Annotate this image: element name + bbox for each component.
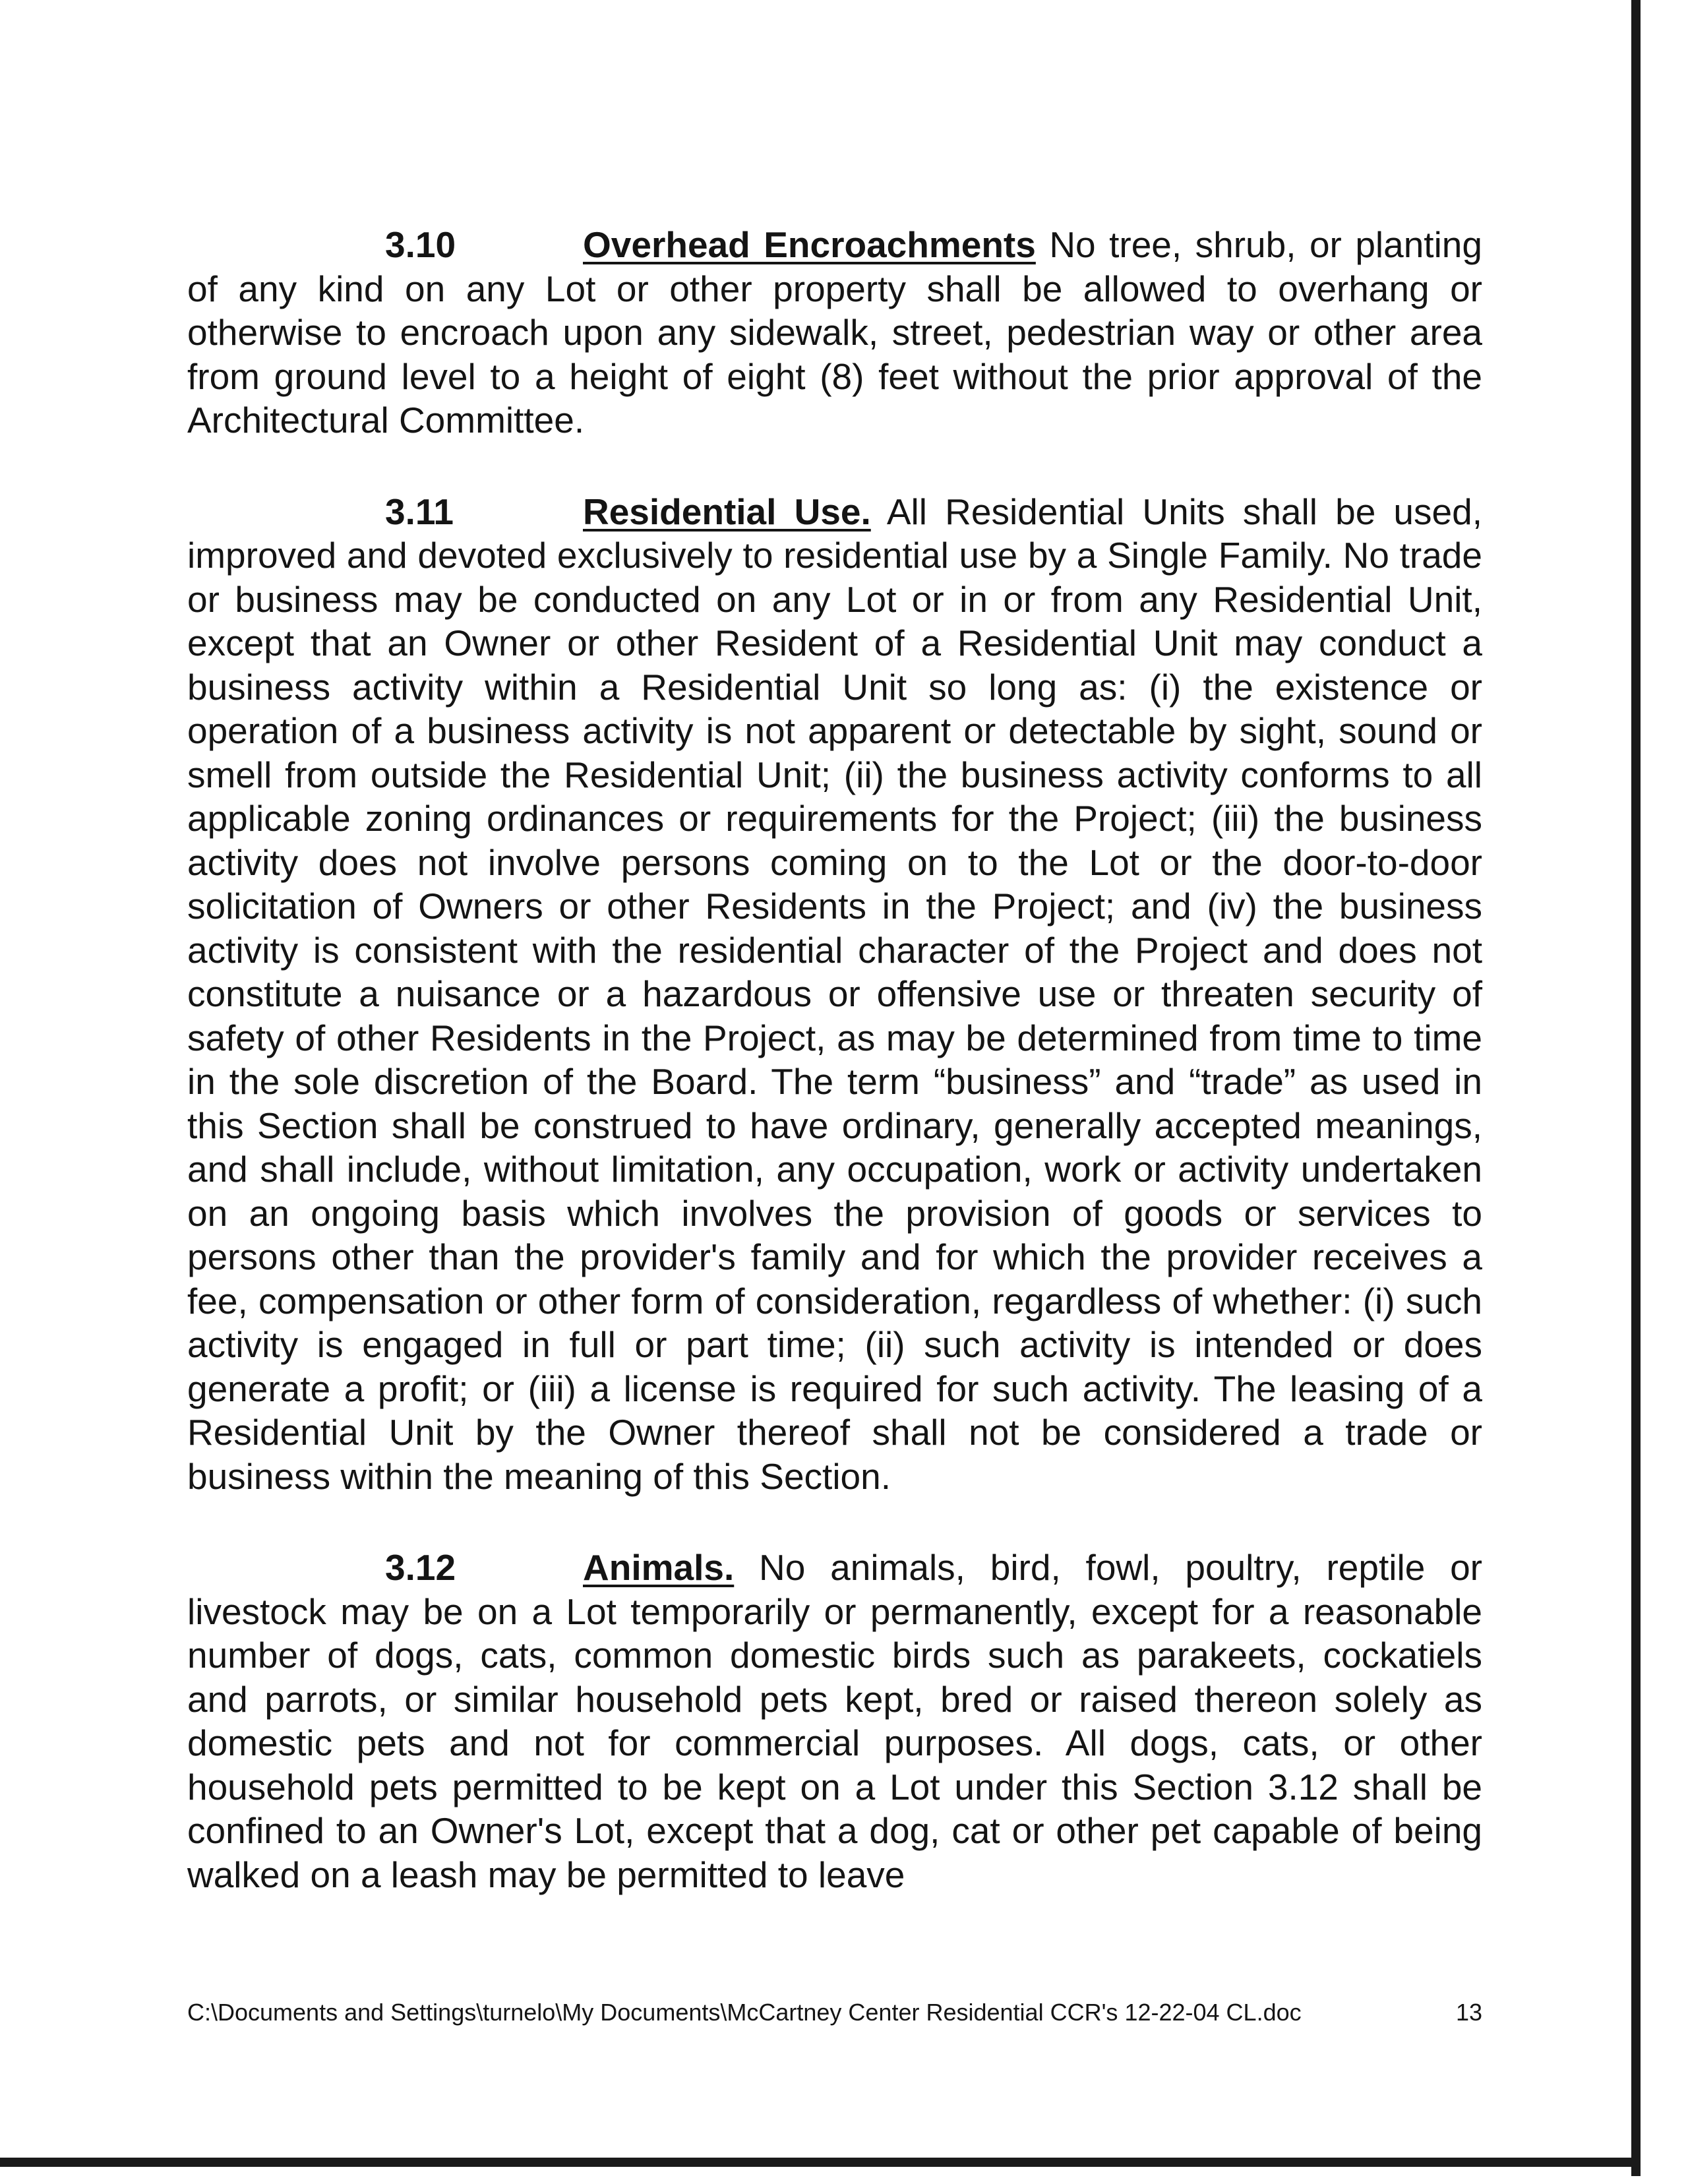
- document-body: [187, 223, 1482, 1944]
- section-3-12: [187, 1546, 1482, 1896]
- section-number: 3.10: [385, 224, 456, 265]
- footer-file-path: C:\Documents and Settings\turnelo\My Documents\McCartney Center Residential CCR's 12-22-04 CL.doc: [187, 1999, 1302, 2026]
- scan-edge-bottom: [0, 2158, 1641, 2167]
- section-3-11: [187, 490, 1482, 1499]
- section-number: 3.12: [385, 1547, 456, 1588]
- section-heading: Overhead Encroachments: [583, 224, 1036, 265]
- section-heading: Animals.: [583, 1547, 735, 1588]
- section-text: No tree, shrub, or planting of any kind on any Lot or other property shall be allowed to overhang or otherwise to encroach upon any sidewalk, street, pedestrian way or other area from ground level to a height of eight (8) feet without the prior approval of the Architectural Committee.: [187, 224, 1482, 440]
- section-text: All Residential Units shall be used, improved and devoted exclusively to residential use by a Single Family. No trade or business may be conducted on any Lot or in or from any Residential Unit, except that an Owner or other Resident of a Residential Unit may conduct a business activity within a Residential Unit so long as: (i) the existence or operation of a business activity is not apparent or detectable by sight, sound or smell from outside the Residential Unit; (ii) the business activity conforms to all applicable zoning ordinances or requirements for the Project; (iii) the business activity does not involve persons coming on to the Lot or the door-to-door solicitation of Owners or other Residents in the Project; and (iv) the business activity is consistent with the residential character of the Project and does not constitute a nuisance or a hazardous or offensive use or threaten security of safety of other Residents in the Project, as may be determined from time to time in the sole discretion of the Board. The term “business” and “trade” as used in this Section shall be construed to have ordinary, generally accepted meanings, and shall include, without limitation, any occupation, work or activity undertaken on an ongoing basis which involves the provision of goods or services to persons other than the provider's family and for which the provider receives a fee, compensation or other form of consideration, regardless of whether: (i) such activity is engaged in full or part time; (ii) such activity is intended or does generate a profit; or (iii) a license is required for such activity. The leasing of a Residential Unit by the Owner thereof shall not be considered a trade or business within the meaning of this Section.: [187, 491, 1482, 1497]
- scan-edge-right: [1631, 0, 1641, 2176]
- section-heading: Residential Use.: [583, 491, 871, 532]
- section-number: 3.11: [385, 491, 454, 532]
- section-3-10: [187, 223, 1482, 442]
- scan-margin-right: [1641, 0, 1688, 2184]
- section-text: No animals, bird, fowl, poultry, reptile or livestock may be on a Lot temporarily or permanently, except for a reasonable number of dogs, cats, common domestic birds such as parakeets, cockatiels and parrots, or similar household pets kept, bred or raised thereon solely as domestic pets and not for commercial purposes. All dogs, cats, or other household pets permitted to be kept on a Lot under this Section 3.12 shall be confined to an Owner's Lot, except that a dog, cat or other pet capable of being walked on a leash may be permitted to leave: [187, 1547, 1482, 1895]
- page-number: 13: [1455, 1999, 1482, 2026]
